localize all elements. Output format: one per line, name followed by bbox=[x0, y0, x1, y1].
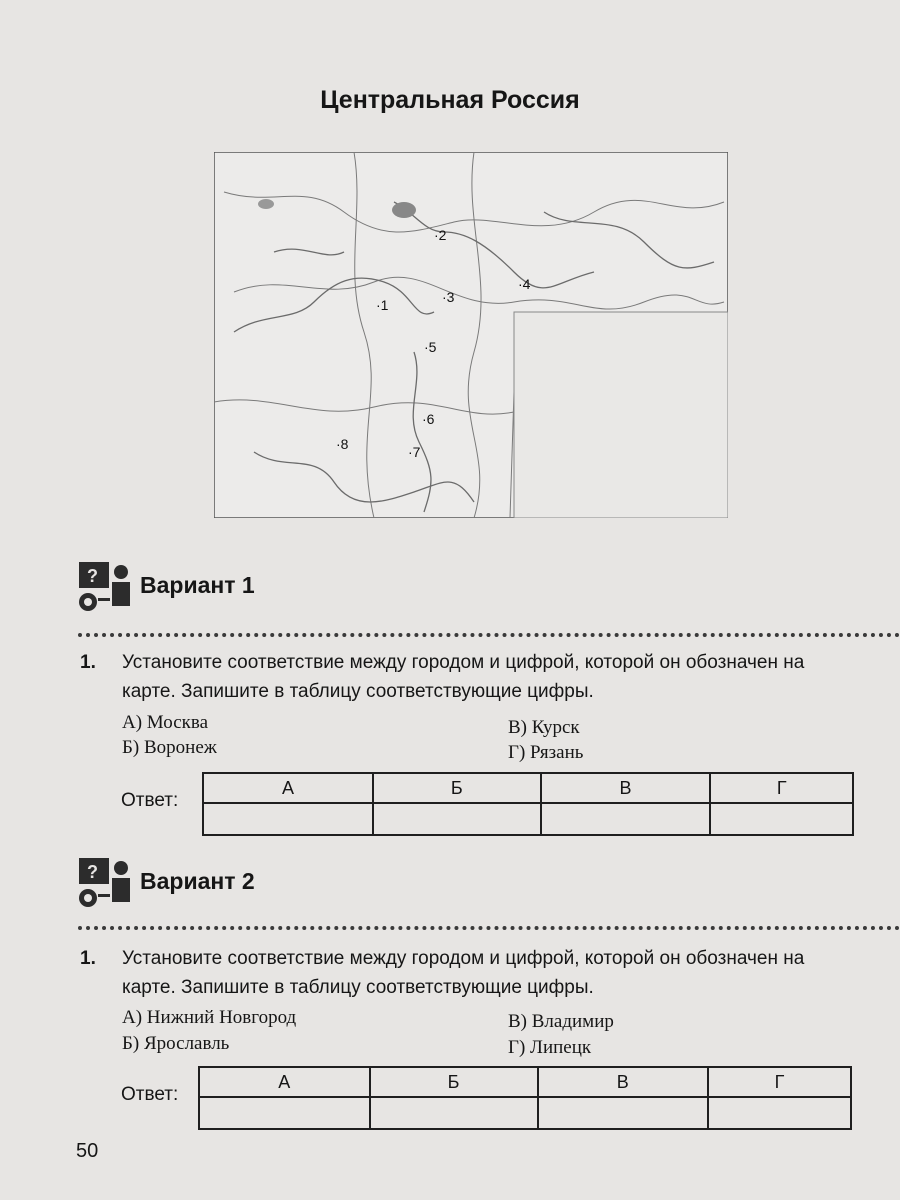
column-header-a: А bbox=[199, 1067, 370, 1097]
answer-table bbox=[198, 1066, 852, 1130]
map-label-7: ·7 bbox=[408, 444, 421, 460]
option-a: А) Москва bbox=[122, 712, 209, 733]
task-text: Установите соответствие между городом и цифрой, которой он обозначен на карте. Запишите в таблицу соответствующие цифры. bbox=[122, 652, 805, 702]
teacher-at-blackboard-icon bbox=[78, 856, 134, 910]
column-header-a: А bbox=[203, 773, 373, 803]
answer-table bbox=[202, 772, 854, 836]
svg-text:?: ? bbox=[87, 566, 98, 586]
option-c: В) Курск bbox=[508, 717, 580, 738]
variant-1-header bbox=[78, 560, 478, 616]
task-number: 1. bbox=[80, 948, 96, 969]
answer-cell-b[interactable] bbox=[373, 803, 541, 835]
map-label-3: ·3 bbox=[442, 289, 455, 305]
answer-cell-d[interactable] bbox=[708, 1097, 851, 1129]
variant-2-title: Вариант 2 bbox=[140, 868, 255, 894]
option-c: В) Владимир bbox=[508, 1011, 614, 1032]
option-b: Б) Воронеж bbox=[122, 737, 217, 758]
answer-cell-a[interactable] bbox=[199, 1097, 370, 1129]
map-label-2: ·2 bbox=[434, 227, 447, 243]
teacher-at-blackboard-icon bbox=[78, 560, 134, 614]
variant-1-title: Вариант 1 bbox=[140, 572, 255, 598]
answer-cell-d[interactable] bbox=[710, 803, 853, 835]
option-d: Г) Рязань bbox=[508, 742, 584, 763]
dotted-divider bbox=[78, 926, 900, 930]
option-d: Г) Липецк bbox=[508, 1037, 592, 1058]
answer-cell-a[interactable] bbox=[203, 803, 373, 835]
variant-2-header bbox=[78, 856, 478, 912]
answer-label: Ответ: bbox=[121, 790, 179, 811]
column-header-b: Б bbox=[370, 1067, 538, 1097]
contour-map bbox=[214, 152, 728, 518]
task-text: Установите соответствие между городом и цифрой, которой он обозначен на карте. Запишите в таблицу соответствующие цифры. bbox=[122, 948, 805, 998]
column-header-c: В bbox=[538, 1067, 709, 1097]
map-label-6: ·6 bbox=[422, 411, 435, 427]
map-label-1: ·1 bbox=[376, 297, 389, 313]
answer-cell-c[interactable] bbox=[541, 803, 711, 835]
option-b: Б) Ярославль bbox=[122, 1033, 230, 1054]
map-label-8: ·8 bbox=[336, 436, 349, 452]
answer-label: Ответ: bbox=[121, 1084, 179, 1105]
page-title: Центральная Россия bbox=[320, 86, 580, 114]
column-header-b: Б bbox=[373, 773, 541, 803]
column-header-d: Г bbox=[708, 1067, 851, 1097]
option-a: А) Нижний Новгород bbox=[122, 1007, 297, 1028]
map-label-5: ·5 bbox=[424, 339, 437, 355]
column-header-c: В bbox=[541, 773, 711, 803]
dotted-divider bbox=[78, 633, 900, 637]
task-number: 1. bbox=[80, 652, 96, 673]
answer-cell-c[interactable] bbox=[538, 1097, 709, 1129]
column-header-d: Г bbox=[710, 773, 853, 803]
map-label-4: ·4 bbox=[518, 276, 531, 292]
answer-cell-b[interactable] bbox=[370, 1097, 538, 1129]
svg-text:?: ? bbox=[87, 862, 98, 882]
page-number: 50 bbox=[76, 1140, 99, 1162]
